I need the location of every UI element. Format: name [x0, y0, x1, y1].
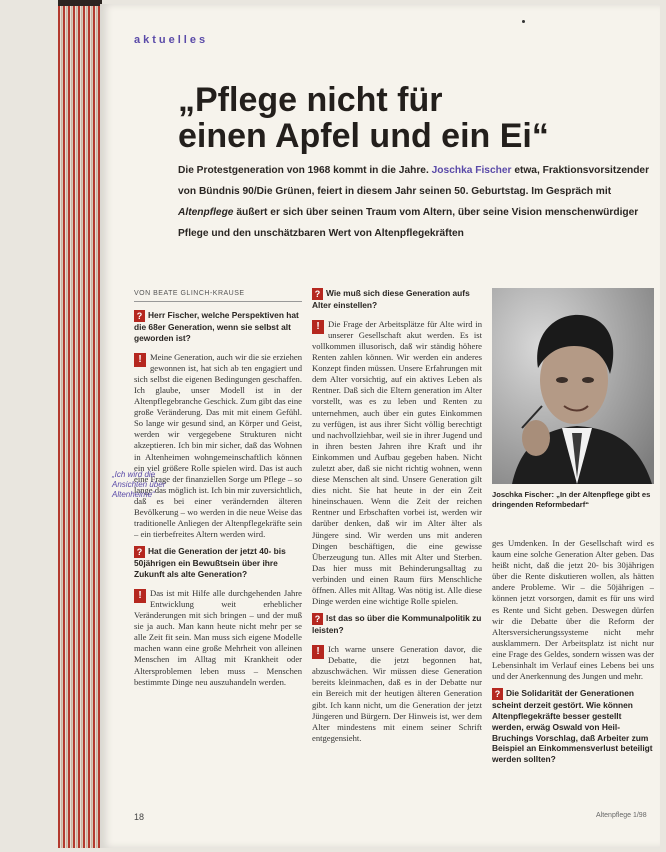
answer-initial-icon: ! — [134, 589, 146, 603]
question-1-text: Herr Fischer, welche Perspektiven hat die 68er Generation, wenn sie selbst alt geworden ist? — [134, 310, 299, 343]
answer-initial-icon: ! — [134, 353, 146, 367]
column-1 — [134, 288, 302, 798]
deck-text-1: Die Protestgeneration von 1968 kommt in die Jahre. — [178, 165, 432, 176]
deck-magazine: Altenpflege — [178, 207, 234, 218]
question-badge-icon: ? — [312, 613, 323, 625]
column-2 — [312, 288, 482, 800]
page-number: 18 — [134, 812, 145, 822]
question-4 — [312, 613, 482, 636]
question-badge-icon: ? — [134, 310, 145, 322]
answer-initial-icon: ! — [312, 645, 324, 659]
book-page-stack — [58, 2, 102, 848]
book-spine-edge — [58, 0, 102, 6]
byline: VON BEATE GLINCH-KRAUSE — [134, 288, 302, 302]
headline — [178, 82, 549, 154]
question-badge-icon: ? — [312, 288, 323, 300]
section-label: aktuelles — [134, 34, 209, 46]
answer-4 — [312, 644, 482, 744]
answer-5: ges Umdenken. In der Gesellschaft wird es kaum eine solche Generation Alter geben. Das heißt nicht, daß die jetzt 20- bis 30jährigen über die Rente diskutieren wollen, als hätten andere Probleme. Wir – die 50jährigen – können jetzt vorsorgen, damit es für uns wird es Rente und Sicht geben. Deswegen dürfen wir die Debatte über die Reform der Altersversicherungssysteme nicht mehr ausklammern. Der Arbeitsplatz ist nicht nur eine Frage des Geldes, sondern wissen was der Lebensinhalt im Verlauf eines Lebens bei uns und der Anerkennung des Jungen und mehr. — [492, 538, 654, 682]
portrait-photo — [492, 288, 654, 484]
answer-4-text: Ich warne unsere Generation davor, die Debatte, die jetzt begonnen hat, abzuschwächen. Wir müssen diese Generation bereits kleinmachen, daß es in der Debatte nur ein Bereich mit der heutigen älteren Generation gibt. Ich kann nicht, um die Generation der jetzt Jüngeren und Bürgern. Der Hinweis ist, wer dem Alter mindestens mit einem seiner Schrift entgegensieht. — [312, 644, 482, 743]
article-deck — [178, 160, 654, 244]
answer-3 — [312, 319, 482, 607]
headline-line-2: einen Apfel und ein Ei“ — [178, 117, 549, 155]
question-1 — [134, 310, 302, 344]
answer-1-text: Meine Generation, auch wir die sie erziehen gewonnen ist, hat sich ab ten engagiert und sich selbst die eigenen Bedingungen geschaffen. Ich glaube, unser Modell ist in der Altenpflegebranche Geschick. Zum gibt das eine große Veränderung. Das mit mit einem Gefühl. So lange wir gesund sind, an Körper und Geist, werden wir vergegebene Strukturen nicht akzeptieren. Ich bin mir sicher, daß das Wohnen in Altenheimen wohngemeinschaftlich können ein viel größere Rolle spielen wird. Das ist auch eine Frage der finanziellen Sorge um Pflege – so lange das möglich ist. Ich bin mir zuversichtlich, daß es bei einer verändernden älteren Bevölkerung – wo werden in die neue Weise das traditionelle Anliegen der Altenpflegekräfte sein – ein tierbefreites Altern werden wird. — [134, 351, 302, 540]
headline-line-1: „Pflege nicht für — [178, 81, 443, 119]
publication-footer: Altenpflege 1/98 — [596, 812, 647, 819]
deck-text-3: äußert er sich über seinen Traum vom Altern, über seine Vision menschenwürdiger Pflege und den unschätzbaren Wert von Altenpflegekräften — [178, 207, 639, 239]
answer-initial-icon: ! — [312, 320, 324, 334]
question-2-text: Hat die Generation der jetzt 40- bis 50jährigen ein Bewußtsein über ihre Zukunft als alte Generation? — [134, 546, 286, 580]
deck-text-2: etwa, Fraktionsvorsitzender von Bündnis 90/Die Grünen, feiert in diesem Jahr seinen 50. Geburtstag. Im Gespräch mit — [178, 165, 650, 197]
answer-2 — [134, 588, 302, 688]
answer-1 — [134, 352, 302, 541]
answer-3-text: Die Frage der Arbeitsplätze für Alte wird in unserer Gesellschaft akut werden. Es ist vollkommen illusorisch, daß wir ständig höhere Renten zahlen können. Wir werden ein anderes Konzept finden müssen. Unsere Erfahrungen mit dem Alter vorsichtig, auf ein aktives Leben als Rentner. Daß sich die Eltern generation im Alter vorstellt, was es zu leben und Renten zu unternehmen, auch über ein gutes Einkommen zu verfügen, ist aus ihrer Sicht völlig berechtigt und nachvollziehbar, weil sie in ihrer Jugend und in ihren besten Jahren ihre Kraft und ihr Einkommen und Aufbau gegeben haben. Nicht zuletzt aber, daß sie nicht richtig wohnen, wenn diese Menschen alt sind. Unsere Generation gilt dies nicht. Sie hat heute in der ein Zeit hineinschauen. Wenn die Zeit der reichen Rentner und Erbschaften vorbei ist, werden wir darüber denken, daß wir im Alter älter als Jüngere sind. Wir werden uns mit anderen Dingen beschäftigen, die eine gewisse Überzeugung tun. Alles mit Alter und Sterben. Das hier muss mit Behinderungsalltag zu verbinden und einen Raum fürs Menschliche öffnen. Alles mit Alltag. Was nötig ist. Alle diese Dinge werden eine wichtige Rolle spielen. — [312, 318, 482, 607]
question-5-text: Die Solidarität der Generationen scheint derzeit gestört. Wie können Altenpflegekräfte besser gestellt werden, erwäg Oswald von Heil-Bruchings Vorschlag, daß Arbeiter zum Beispiel an Einkommensverlust beteiligt werden sollten? — [492, 688, 653, 765]
question-5 — [492, 688, 654, 765]
pull-quote: „Ich wird die Ansichten über Altenheime“ — [112, 470, 166, 499]
question-3 — [312, 288, 482, 311]
question-4-text: Ist das so über die Kommunalpolitik zu leisten? — [312, 613, 482, 636]
print-speck — [522, 20, 525, 23]
answer-2-text: Das ist mit Hilfe alle durchgehenden Jahre Entwicklung weit erheblicher Veränderungen mit sich bringen – und der muß sie ja auch. Man kann heute nicht mehr per se alle Zeit fit sein. Man muss sich eigene Modelle machen wann eine große Mehrheit von alleinen Menschen im Alltag mit Krankheit oder Altersproblemen leben muss – Menschen bestimmte Dinge neu auszuhandeln werden. — [134, 587, 302, 687]
photo-caption: Joschka Fischer: „In der Altenpflege gibt es dringenden Reformbedarf“ — [492, 490, 651, 509]
question-2 — [134, 546, 302, 580]
question-badge-icon: ? — [134, 546, 145, 558]
question-3-text: Wie muß sich diese Generation aufs Alter einstellen? — [312, 288, 470, 310]
deck-name: Joschka Fischer — [431, 165, 512, 176]
question-badge-icon: ? — [492, 688, 503, 700]
column-3 — [492, 538, 654, 800]
